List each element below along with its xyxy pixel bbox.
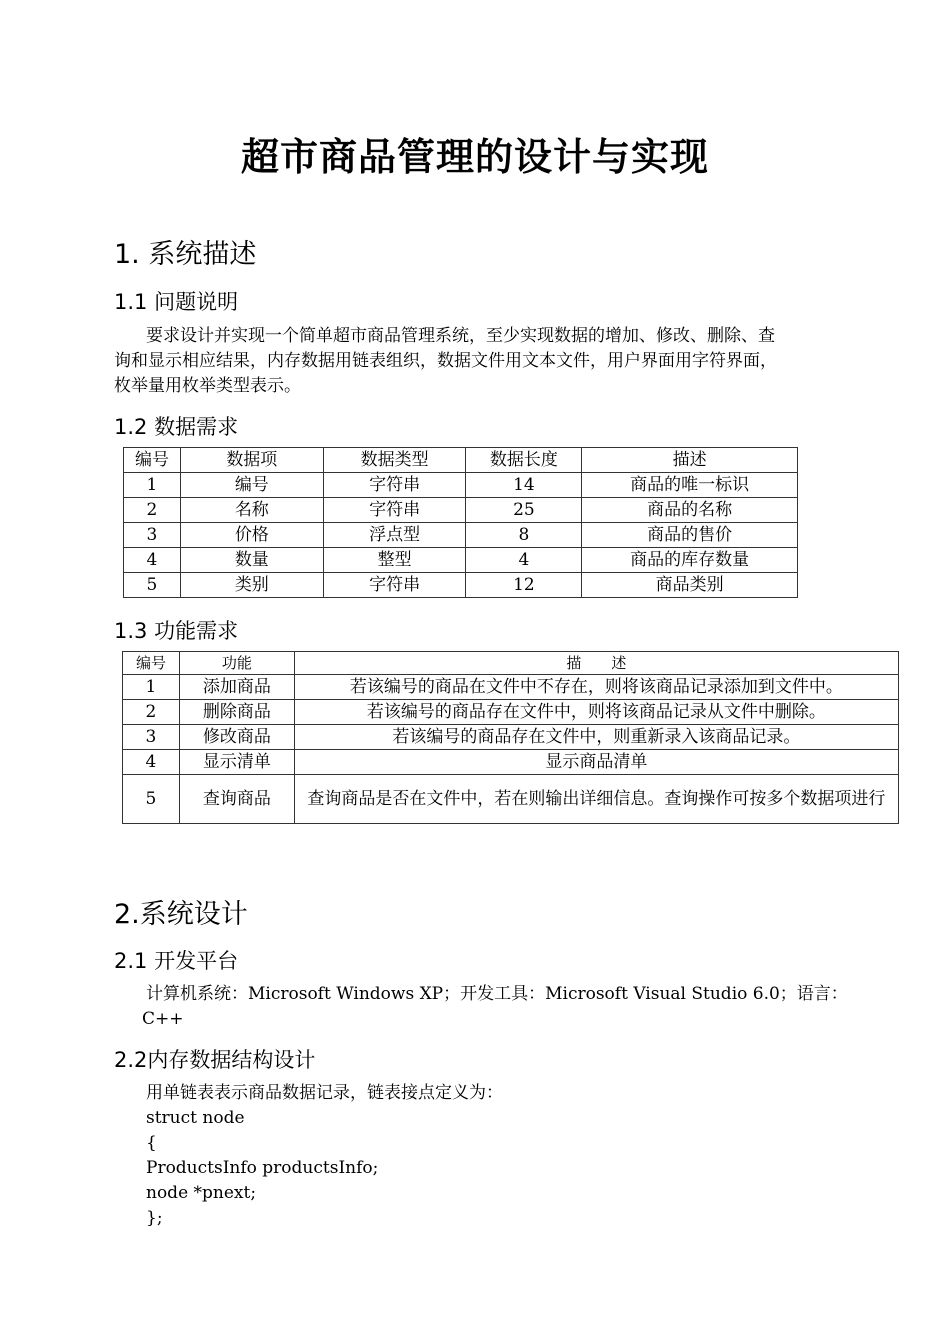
table-cell: 查询商品是否在文件中，若在则输出详细信息。查询操作可按多个数据项进行 xyxy=(294,775,898,824)
section-1-1-heading: 1.1 问题说明 xyxy=(114,290,239,314)
table-row xyxy=(123,775,899,824)
table-cell: 显示清单 xyxy=(179,750,294,775)
table-cell: 删除商品 xyxy=(179,700,294,725)
data-requirements-table xyxy=(123,447,798,598)
table-cell: 若该编号的商品存在文件中，则重新录入该商品记录。 xyxy=(294,725,898,750)
table-row xyxy=(124,573,798,598)
table-cell: 名称 xyxy=(180,498,323,523)
section-2-heading: 2.系统设计 xyxy=(114,899,248,930)
table-cell: 4 xyxy=(124,548,181,573)
table-cell: 商品类别 xyxy=(582,573,798,598)
table-cell: 1 xyxy=(123,675,180,700)
table-cell: 2 xyxy=(123,700,180,725)
section-1-heading: 1. 系统描述 xyxy=(114,239,257,270)
table-cell: 1 xyxy=(124,473,181,498)
table-header-cell: 功能 xyxy=(179,652,294,675)
table-row xyxy=(124,473,798,498)
table-row xyxy=(124,523,798,548)
code-line: { xyxy=(146,1133,157,1153)
table-cell: 8 xyxy=(466,523,582,548)
table-header-cell: 数据长度 xyxy=(466,448,582,473)
paragraph-line: 询和显示相应结果，内存数据用链表组织，数据文件用文本文件，用户界面用字符界面， xyxy=(114,351,777,371)
table-cell: 查询商品 xyxy=(179,775,294,824)
table-cell: 3 xyxy=(124,523,181,548)
code-line: ProductsInfo productsInfo; xyxy=(146,1158,379,1178)
paragraph-line: 要求设计并实现一个简单超市商品管理系统，至少实现数据的增加、修改、删除、查 xyxy=(146,326,775,346)
table-cell: 商品的库存数量 xyxy=(582,548,798,573)
table-cell: 商品的唯一标识 xyxy=(582,473,798,498)
table-cell: 字符串 xyxy=(323,473,466,498)
table-header-cell: 编号 xyxy=(124,448,181,473)
table-cell: 数量 xyxy=(180,548,323,573)
table-cell: 修改商品 xyxy=(179,725,294,750)
section-1-3-heading: 1.3 功能需求 xyxy=(114,619,239,643)
table-cell: 整型 xyxy=(323,548,466,573)
table-cell: 类别 xyxy=(180,573,323,598)
code-line: }; xyxy=(146,1208,163,1228)
table-row xyxy=(124,498,798,523)
section-2-1-heading: 2.1 开发平台 xyxy=(114,949,239,973)
table-row xyxy=(123,675,899,700)
table-cell: 字符串 xyxy=(323,498,466,523)
paragraph-line: C++ xyxy=(142,1009,184,1029)
table-cell: 编号 xyxy=(180,473,323,498)
table-cell: 4 xyxy=(466,548,582,573)
table-cell: 2 xyxy=(124,498,181,523)
code-line: struct node xyxy=(146,1108,245,1128)
table-header-cell: 数据类型 xyxy=(323,448,466,473)
paragraph-line: 枚举量用枚举类型表示。 xyxy=(114,376,301,396)
table-cell: 若该编号的商品存在文件中，则将该商品记录从文件中删除。 xyxy=(294,700,898,725)
table-cell: 3 xyxy=(123,725,180,750)
table-row xyxy=(123,750,899,775)
table-cell: 商品的售价 xyxy=(582,523,798,548)
table-header-cell: 描 述 xyxy=(294,652,898,675)
table-header-cell: 数据项 xyxy=(180,448,323,473)
section-2-2-heading: 2.2内存数据结构设计 xyxy=(114,1048,316,1072)
table-cell: 5 xyxy=(123,775,180,824)
table-cell: 显示商品清单 xyxy=(294,750,898,775)
function-requirements-table xyxy=(122,651,899,824)
paragraph-line: 计算机系统：Microsoft Windows XP；开发工具：Microsoft Visual Studio 6.0；语言： xyxy=(146,984,848,1004)
table-header-cell: 描述 xyxy=(582,448,798,473)
document-title: 超市商品管理的设计与实现 xyxy=(240,135,709,179)
table-cell: 若该编号的商品在文件中不存在，则将该商品记录添加到文件中。 xyxy=(294,675,898,700)
table-cell: 12 xyxy=(466,573,582,598)
table-row xyxy=(124,548,798,573)
table-cell: 字符串 xyxy=(323,573,466,598)
table-cell: 4 xyxy=(123,750,180,775)
table-cell: 25 xyxy=(466,498,582,523)
table-cell: 价格 xyxy=(180,523,323,548)
table-header-row xyxy=(124,448,798,473)
table-cell: 浮点型 xyxy=(323,523,466,548)
table-row xyxy=(123,725,899,750)
table-header-row xyxy=(123,652,899,675)
table-cell: 14 xyxy=(466,473,582,498)
code-line: node *pnext; xyxy=(146,1183,257,1203)
section-1-2-heading: 1.2 数据需求 xyxy=(114,415,239,439)
table-header-cell: 编号 xyxy=(123,652,180,675)
paragraph-line: 用单链表表示商品数据记录，链表接点定义为： xyxy=(146,1083,503,1103)
table-cell: 商品的名称 xyxy=(582,498,798,523)
table-row xyxy=(123,700,899,725)
table-cell: 添加商品 xyxy=(179,675,294,700)
table-cell: 5 xyxy=(124,573,181,598)
